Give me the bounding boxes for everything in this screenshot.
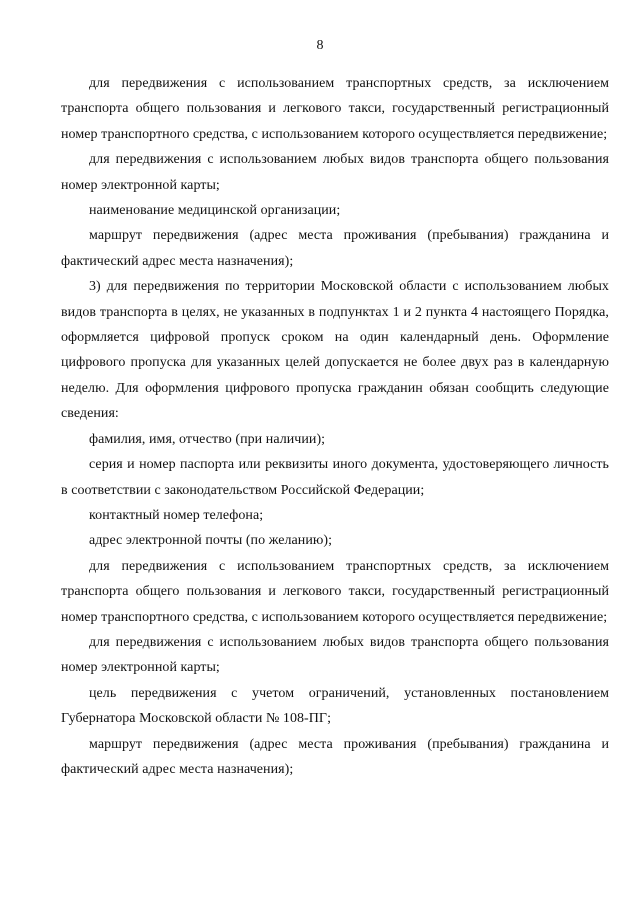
paragraph: фамилия, имя, отчество (при наличии); [89, 431, 326, 447]
paragraph: для передвижения с использованием транспортных средств, за исключением транспорта общего пользования и легкового такси, государственный регистрационный номер транспортного средства, с использованием которого осуществляется передвижение; [61, 76, 609, 142]
paragraph: для передвижения с использованием транспортных средств, за исключением транспорта общего пользования и легкового такси, государственный регистрационный номер транспортного средства, с использованием которого осуществляется передвижение; [61, 558, 609, 625]
paragraph: маршрут передвижения (адрес места проживания (пребывания) гражданина и фактический адрес места назначения); [61, 228, 609, 269]
paragraph: цель передвижения с учетом ограничений, установленных постановлением Губернатора Московской области № 108-ПГ; [61, 685, 609, 727]
paragraph: адрес электронной почты (по желанию); [89, 533, 333, 549]
paragraph: маршрут передвижения (адрес места проживания (пребывания) гражданина и фактический адрес места назначения); [61, 736, 609, 777]
document-body [61, 71, 609, 782]
paragraph: серия и номер паспорта или реквизиты иного документа, удостоверяющего личность в соответствии с законодательством Российской Федерации; [61, 457, 609, 498]
paragraph: для передвижения с использованием любых видов транспорта общего пользования номер электронной карты; [61, 634, 609, 676]
paragraph: 3) для передвижения по территории Московской области с использованием любых видов транспорта в целях, не указанных в подпунктах 1 и 2 пункта 4 настоящего Порядка, оформляется цифровой пропуск сроком на один календарный день. Оформление цифрового пропуска для указанных целей допускается не более двух раз в календарную неделю. Для оформления цифрового пропуска гражданин обязан сообщить следующие сведения: [61, 279, 609, 422]
page-number: 8 [316, 38, 324, 53]
paragraph: для передвижения с использованием любых видов транспорта общего пользования номер электронной карты; [61, 152, 609, 193]
paragraph: контактный номер телефона; [89, 507, 264, 523]
paragraph: наименование медицинской организации; [89, 203, 341, 219]
